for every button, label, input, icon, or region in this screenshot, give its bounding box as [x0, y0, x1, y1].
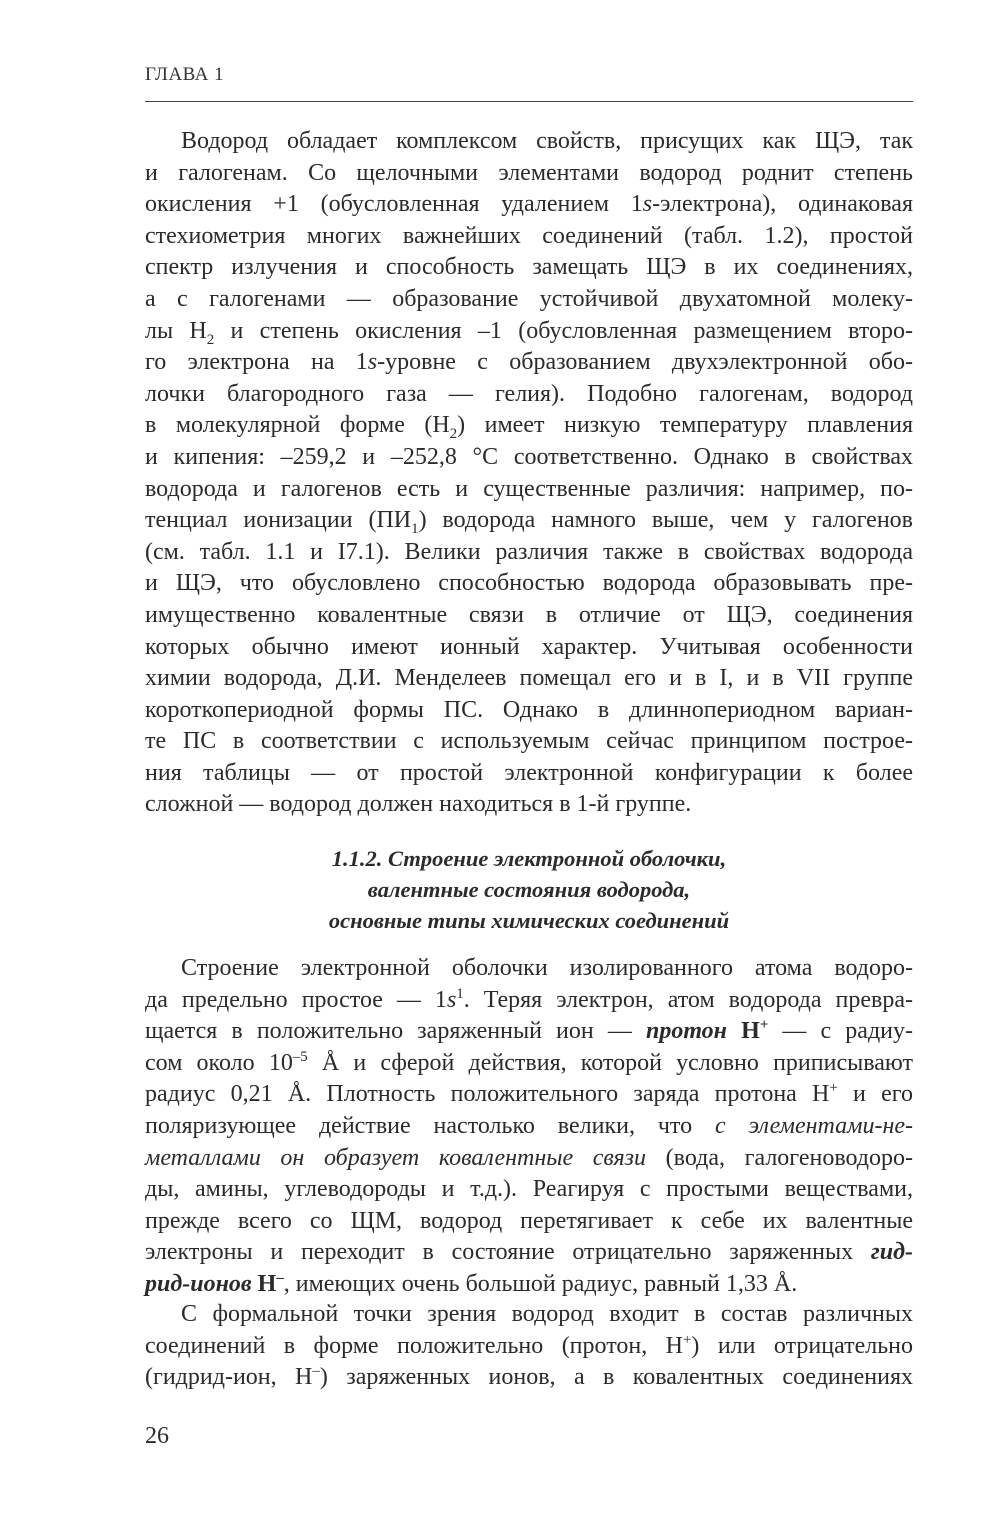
text-line: те ПС в соответствии с используемым сейчас принципом построе-	[145, 728, 913, 755]
text-line: сом около $10^{-5}$ Å и сферой действия, которой условно приписывают	[145, 1048, 913, 1076]
text-line: и галогенам. Со щелочными элементами водород роднит степень	[145, 159, 913, 186]
heading-line: валентные состояния водорода,	[367, 877, 691, 902]
text-line: (гидрид-ион, H–) заряженных ионов, а в ковалентных соединениях	[145, 1363, 913, 1391]
paragraph-electron-shell	[145, 953, 913, 1301]
text-line: радиус 0,21 Å. Плотность положительного заряда протона H+ и его	[145, 1080, 913, 1108]
text-line: стехиометрия многих важнейших соединений (табл. 1.2), простой	[145, 222, 913, 249]
text-line: имущественно ковалентные связи в отличие от ЩЭ, соединения	[145, 601, 913, 628]
text-line: короткопериодной формы ПС. Однако в длиннопериодном вариан-	[145, 696, 913, 723]
text-line: (см. табл. 1.1 и I7.1). Велики различия также в свойствах водорода	[145, 538, 913, 565]
text-line: рид-ионов H–, имеющих очень большой радиус, равный 1,33 Å.	[145, 1269, 798, 1297]
text-line: да предельно простое — $1s^1$. Теряя электрон, атом водорода превра-	[145, 985, 913, 1013]
text-line: сложной — водород должен находиться в 1-й группе.	[145, 791, 692, 818]
text-line: соединений в форме положительно (протон, H+) или отрицательно	[145, 1331, 914, 1359]
text-line: которых обычно имеют ионный характер. Учитывая особенности	[145, 633, 913, 660]
heading-line: основные типы химических соединений	[328, 908, 730, 933]
running-head: ГЛАВА 1	[145, 64, 225, 85]
text-line: водорода и галогенов есть и существенные различия: например, по-	[145, 475, 913, 502]
text-line: и кипения: –259,2 и –252,8 °C соответственно. Однако в свойствах	[145, 443, 913, 470]
text-line: а с галогенами — образование устойчивой двухатомной молеку-	[145, 285, 913, 312]
section-heading	[145, 843, 913, 936]
text-line: ды, амины, углеводороды и т.д.). Реагируя с простыми веществами,	[145, 1176, 913, 1203]
text-line: го электрона на 1s-уровне с образованием двухэлектронной обо-	[145, 349, 914, 376]
text-line: ния таблицы — от простой электронной конфигурации к более	[145, 759, 913, 786]
text-line: металлами он образует ковалентные связи (вода, галогеноводоро-	[145, 1144, 914, 1171]
text-line: Водород обладает комплексом свойств, присущих как ЩЭ, так	[181, 128, 913, 154]
text-line: поляризующее действие настолько велики, что с элементами-не-	[145, 1112, 913, 1139]
text-line: в молекулярной форме $(H_2)$ имеет низкую температуру плавления	[145, 412, 913, 443]
text-line: лы $H_2$ и степень окисления –1 (обусловленная размещением второ-	[145, 317, 913, 348]
text-line: щается в положительно заряженный ион — протон H+ — с радиу-	[145, 1017, 914, 1045]
text-line: химии водорода, Д.И. Менделеев помещал его и в I, и в VII группе	[145, 665, 913, 692]
text-line: спектр излучения и способность замещать ЩЭ в их соединениях,	[145, 254, 913, 281]
heading-line: 1.1.2. Строение электронной оболочки,	[331, 846, 727, 871]
paragraph-hydrogen-properties	[145, 126, 913, 821]
text-line: лочки благородного газа — гелия). Подобно галогенам, водород	[145, 380, 913, 407]
header-rule	[145, 101, 913, 102]
text-line: тенциал ионизации $(ПИ_1)$ водорода намного выше, чем у галогенов	[145, 507, 913, 537]
page-number: 26	[145, 1423, 169, 1449]
text-line: окисления +1 (обусловленная удалением 1s-электрона), одинаковая	[145, 191, 913, 218]
text-line: прежде всего со ЩМ, водород перетягивает к себе их валентные	[145, 1207, 913, 1234]
text-line: и ЩЭ, что обусловлено способностью водорода образовывать пре-	[145, 570, 913, 597]
text-line: С формальной точки зрения водород входит в состав различных	[181, 1301, 913, 1327]
text-line: электроны и переходит в состояние отрицательно заряженных гид-	[145, 1239, 913, 1266]
text-line: Строение электронной оболочки изолированного атома водоро-	[181, 955, 913, 981]
paragraph-formal-view	[145, 1299, 913, 1394]
